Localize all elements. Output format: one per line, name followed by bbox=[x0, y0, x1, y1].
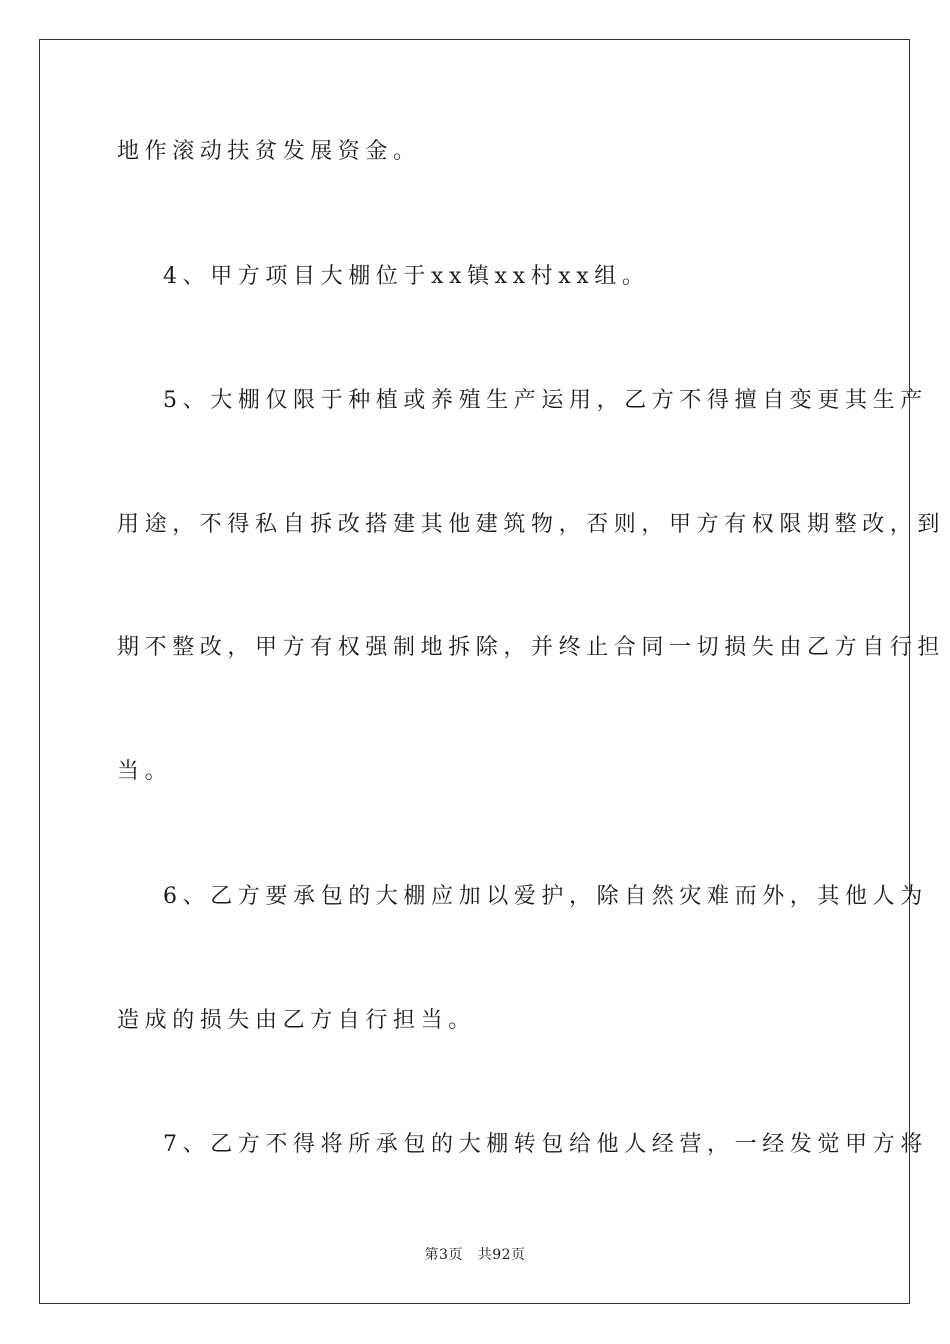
paragraph-line: 6、乙方要承包的大棚应加以爱护，除自然灾难而外，其他人为 bbox=[163, 884, 928, 909]
paragraph-line: 4、甲方项目大棚位于xx镇xx村xx组。 bbox=[163, 264, 650, 289]
page-border bbox=[39, 39, 910, 1304]
paragraph-line: 5、大棚仅限于种植或养殖生产运用，乙方不得擅自变更其生产 bbox=[163, 388, 928, 413]
paragraph-line: 造成的损失由乙方自行担当。 bbox=[117, 1008, 476, 1033]
paragraph-line: 当。 bbox=[117, 759, 173, 784]
paragraph-line: 7、乙方不得将所承包的大棚转包给他人经营，一经发觉甲方将 bbox=[163, 1132, 928, 1157]
paragraph-line: 用途，不得私自拆改搭建其他建筑物，否则，甲方有权限期整改，到 bbox=[117, 512, 946, 537]
paragraph-line: 地作滚动扶贫发展资金。 bbox=[117, 139, 421, 164]
paragraph-line: 期不整改，甲方有权强制地拆除，并终止合同一切损失由乙方自行担 bbox=[117, 635, 946, 660]
page-number-footer: 第3页 共92页 bbox=[424, 1247, 526, 1263]
